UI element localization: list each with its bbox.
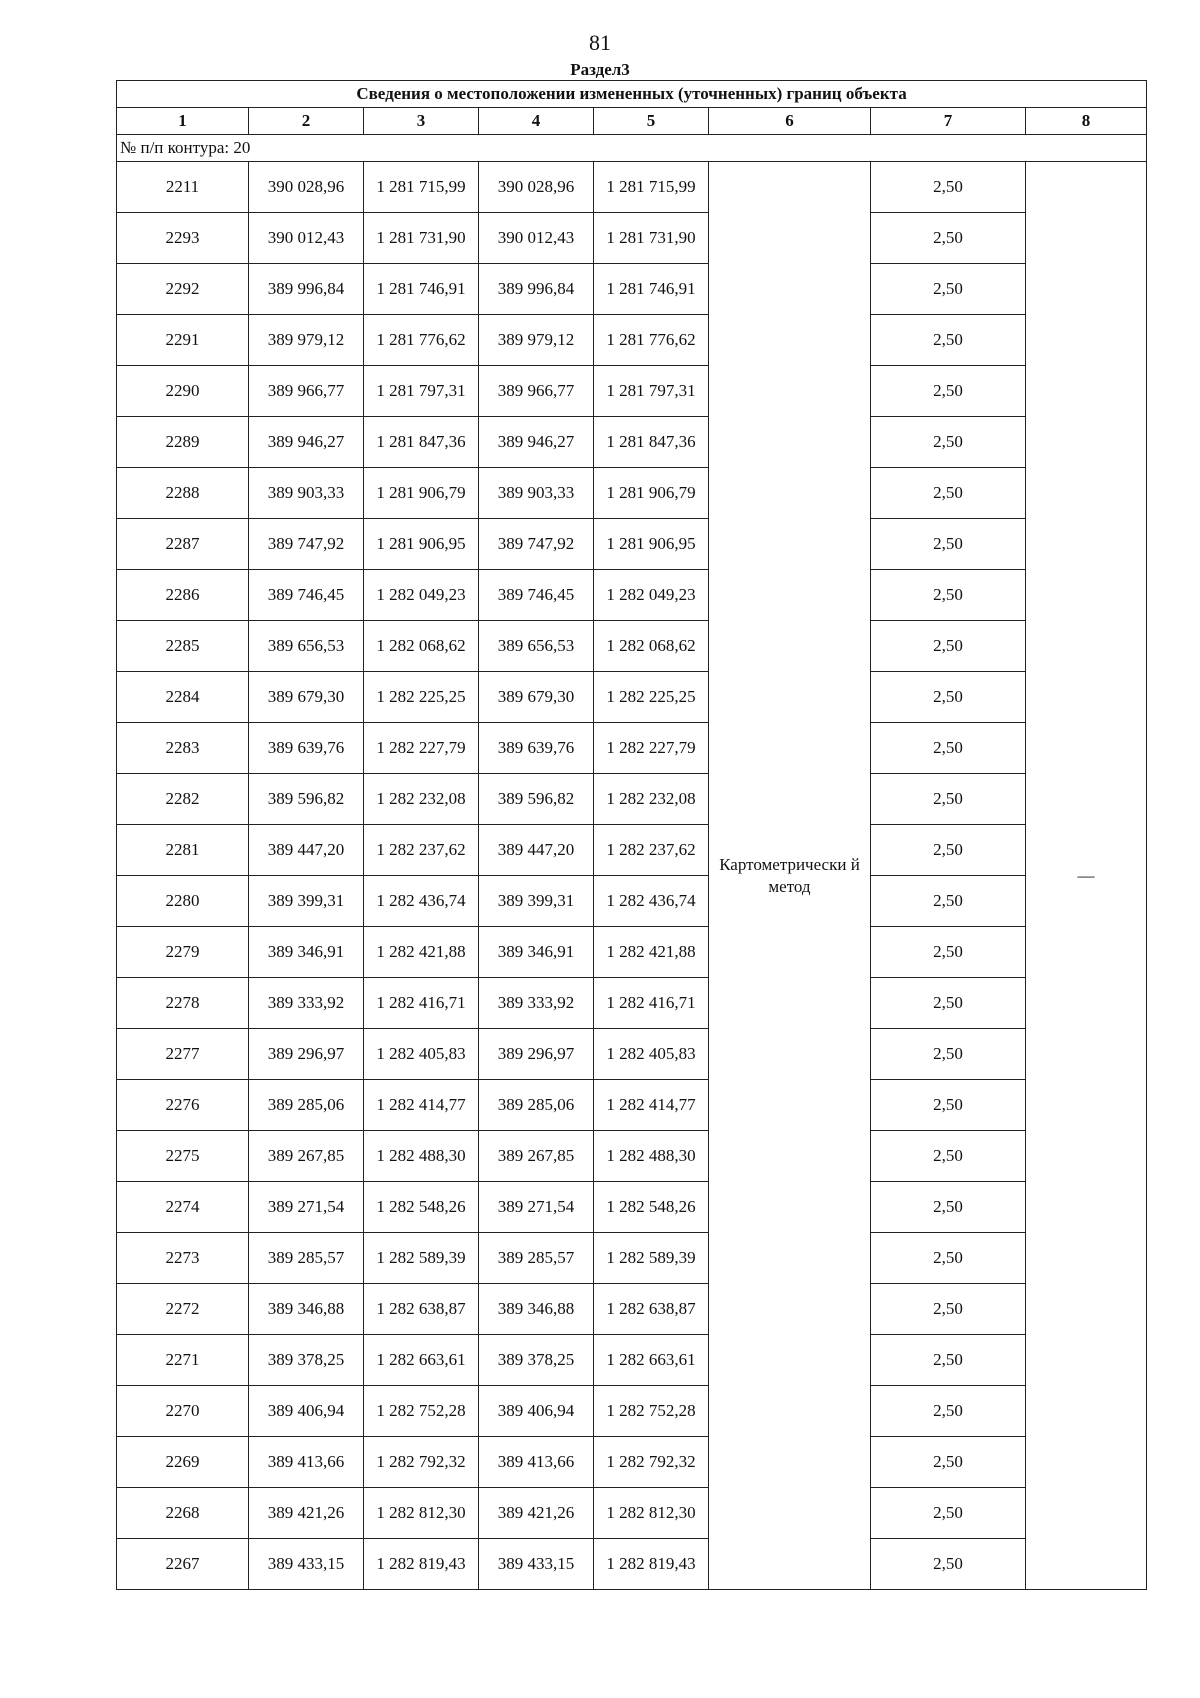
y-coordinate-existing: 1 282 488,30 [364,1131,479,1182]
point-number: 2269 [117,1437,249,1488]
y-coordinate-existing: 1 282 405,83 [364,1029,479,1080]
x-coordinate-existing: 389 966,77 [249,366,364,417]
y-coordinate-refined: 1 282 663,61 [594,1335,709,1386]
point-number: 2289 [117,417,249,468]
x-coordinate-existing: 389 596,82 [249,774,364,825]
x-coordinate-refined: 389 746,45 [479,570,594,621]
accuracy-value: 2,50 [871,315,1026,366]
y-coordinate-existing: 1 282 049,23 [364,570,479,621]
accuracy-value: 2,50 [871,366,1026,417]
x-coordinate-refined: 389 285,06 [479,1080,594,1131]
table-row [117,1539,1147,1590]
y-coordinate-existing: 1 281 731,90 [364,213,479,264]
x-coordinate-existing: 389 399,31 [249,876,364,927]
y-coordinate-refined: 1 281 715,99 [594,162,709,213]
point-number: 2288 [117,468,249,519]
y-coordinate-existing: 1 281 715,99 [364,162,479,213]
x-coordinate-refined: 389 296,97 [479,1029,594,1080]
x-coordinate-existing: 389 296,97 [249,1029,364,1080]
x-coordinate-existing: 389 656,53 [249,621,364,672]
table-row [117,1437,1147,1488]
point-number: 2267 [117,1539,249,1590]
accuracy-value: 2,50 [871,162,1026,213]
point-number: 2272 [117,1284,249,1335]
accuracy-value: 2,50 [871,468,1026,519]
point-number: 2277 [117,1029,249,1080]
accuracy-value: 2,50 [871,876,1026,927]
column-number: 2 [249,108,364,135]
accuracy-value: 2,50 [871,927,1026,978]
accuracy-value: 2,50 [871,1182,1026,1233]
y-coordinate-existing: 1 282 436,74 [364,876,479,927]
x-coordinate-refined: 389 421,26 [479,1488,594,1539]
y-coordinate-existing: 1 282 792,32 [364,1437,479,1488]
contour-label: № п/п контура: 20 [117,135,1147,162]
x-coordinate-existing: 389 285,57 [249,1233,364,1284]
x-coordinate-refined: 390 028,96 [479,162,594,213]
x-coordinate-refined: 389 413,66 [479,1437,594,1488]
y-coordinate-refined: 1 282 068,62 [594,621,709,672]
y-coordinate-existing: 1 281 906,79 [364,468,479,519]
point-number: 2291 [117,315,249,366]
y-coordinate-refined: 1 282 414,77 [594,1080,709,1131]
table-row [117,1029,1147,1080]
x-coordinate-existing: 390 012,43 [249,213,364,264]
point-number: 2276 [117,1080,249,1131]
x-coordinate-refined: 389 406,94 [479,1386,594,1437]
x-coordinate-existing: 389 421,26 [249,1488,364,1539]
x-coordinate-existing: 389 346,88 [249,1284,364,1335]
table-row [117,162,1147,213]
accuracy-value: 2,50 [871,1131,1026,1182]
point-number: 2211 [117,162,249,213]
column-number: 8 [1026,108,1147,135]
x-coordinate-existing: 389 946,27 [249,417,364,468]
x-coordinate-refined: 389 903,33 [479,468,594,519]
y-coordinate-refined: 1 281 731,90 [594,213,709,264]
table-row [117,1284,1147,1335]
point-number: 2283 [117,723,249,774]
section-title: Раздел3 [570,60,630,79]
point-number: 2292 [117,264,249,315]
y-coordinate-refined: 1 282 548,26 [594,1182,709,1233]
accuracy-value: 2,50 [871,774,1026,825]
accuracy-value: 2,50 [871,1386,1026,1437]
table-row [117,1131,1147,1182]
column-number: 5 [594,108,709,135]
x-coordinate-existing: 389 747,92 [249,519,364,570]
column-number-row [117,108,1147,135]
table-row [117,570,1147,621]
point-number: 2271 [117,1335,249,1386]
accuracy-value: 2,50 [871,264,1026,315]
x-coordinate-existing: 389 433,15 [249,1539,364,1590]
table-row [117,825,1147,876]
y-coordinate-refined: 1 282 237,62 [594,825,709,876]
accuracy-value: 2,50 [871,1437,1026,1488]
table-row [117,315,1147,366]
y-coordinate-existing: 1 282 232,08 [364,774,479,825]
y-coordinate-refined: 1 282 436,74 [594,876,709,927]
x-coordinate-existing: 389 639,76 [249,723,364,774]
x-coordinate-refined: 389 346,91 [479,927,594,978]
table-row [117,366,1147,417]
accuracy-value: 2,50 [871,672,1026,723]
x-coordinate-refined: 390 012,43 [479,213,594,264]
x-coordinate-existing: 389 679,30 [249,672,364,723]
point-number: 2281 [117,825,249,876]
x-coordinate-refined: 389 747,92 [479,519,594,570]
column-number: 7 [871,108,1026,135]
column-number: 1 [117,108,249,135]
y-coordinate-refined: 1 282 416,71 [594,978,709,1029]
x-coordinate-refined: 389 267,85 [479,1131,594,1182]
table-row [117,672,1147,723]
x-coordinate-refined: 389 447,20 [479,825,594,876]
point-number: 2286 [117,570,249,621]
table-row [117,978,1147,1029]
y-coordinate-refined: 1 282 819,43 [594,1539,709,1590]
x-coordinate-refined: 389 996,84 [479,264,594,315]
column-number: 3 [364,108,479,135]
method-cell: Картометрически й метод [709,162,871,1590]
column-number: 4 [479,108,594,135]
y-coordinate-refined: 1 281 797,31 [594,366,709,417]
y-coordinate-refined: 1 281 847,36 [594,417,709,468]
y-coordinate-existing: 1 282 589,39 [364,1233,479,1284]
x-coordinate-refined: 389 399,31 [479,876,594,927]
accuracy-value: 2,50 [871,213,1026,264]
x-coordinate-existing: 389 979,12 [249,315,364,366]
table-row [117,1233,1147,1284]
accuracy-value: 2,50 [871,825,1026,876]
column8-cell: — [1026,162,1147,1590]
y-coordinate-existing: 1 281 776,62 [364,315,479,366]
y-coordinate-existing: 1 282 237,62 [364,825,479,876]
table-row [117,723,1147,774]
table-row [117,213,1147,264]
y-coordinate-existing: 1 282 548,26 [364,1182,479,1233]
table-row [117,1080,1147,1131]
point-number: 2280 [117,876,249,927]
point-number: 2278 [117,978,249,1029]
accuracy-value: 2,50 [871,570,1026,621]
y-coordinate-refined: 1 282 812,30 [594,1488,709,1539]
y-coordinate-refined: 1 282 421,88 [594,927,709,978]
x-coordinate-refined: 389 378,25 [479,1335,594,1386]
x-coordinate-refined: 389 271,54 [479,1182,594,1233]
x-coordinate-existing: 389 996,84 [249,264,364,315]
column-number: 6 [709,108,871,135]
table-row [117,468,1147,519]
x-coordinate-existing: 389 903,33 [249,468,364,519]
accuracy-value: 2,50 [871,621,1026,672]
table-row [117,876,1147,927]
point-number: 2274 [117,1182,249,1233]
y-coordinate-existing: 1 281 906,95 [364,519,479,570]
table-row [117,519,1147,570]
point-number: 2273 [117,1233,249,1284]
x-coordinate-existing: 389 346,91 [249,927,364,978]
point-number: 2284 [117,672,249,723]
accuracy-value: 2,50 [871,1335,1026,1386]
x-coordinate-refined: 389 346,88 [479,1284,594,1335]
accuracy-value: 2,50 [871,1539,1026,1590]
y-coordinate-existing: 1 281 746,91 [364,264,479,315]
table-row [117,264,1147,315]
x-coordinate-refined: 389 946,27 [479,417,594,468]
point-number: 2290 [117,366,249,417]
y-coordinate-refined: 1 282 227,79 [594,723,709,774]
x-coordinate-existing: 390 028,96 [249,162,364,213]
y-coordinate-refined: 1 282 488,30 [594,1131,709,1182]
table-row [117,927,1147,978]
x-coordinate-existing: 389 333,92 [249,978,364,1029]
x-coordinate-existing: 389 267,85 [249,1131,364,1182]
point-number: 2268 [117,1488,249,1539]
y-coordinate-refined: 1 282 589,39 [594,1233,709,1284]
y-coordinate-existing: 1 282 068,62 [364,621,479,672]
x-coordinate-existing: 389 285,06 [249,1080,364,1131]
x-coordinate-refined: 389 596,82 [479,774,594,825]
x-coordinate-refined: 389 639,76 [479,723,594,774]
x-coordinate-refined: 389 285,57 [479,1233,594,1284]
point-number: 2287 [117,519,249,570]
y-coordinate-refined: 1 282 405,83 [594,1029,709,1080]
table-row [117,1488,1147,1539]
table-caption: Сведения о местоположении измененных (уточненных) границ объекта [117,81,1147,108]
y-coordinate-existing: 1 282 663,61 [364,1335,479,1386]
table-row [117,1182,1147,1233]
point-number: 2270 [117,1386,249,1437]
x-coordinate-existing: 389 413,66 [249,1437,364,1488]
table-row [117,1335,1147,1386]
y-coordinate-existing: 1 282 638,87 [364,1284,479,1335]
accuracy-value: 2,50 [871,1080,1026,1131]
y-coordinate-existing: 1 282 421,88 [364,927,479,978]
table-row [117,1386,1147,1437]
point-number: 2285 [117,621,249,672]
y-coordinate-refined: 1 281 906,95 [594,519,709,570]
y-coordinate-refined: 1 281 776,62 [594,315,709,366]
accuracy-value: 2,50 [871,1029,1026,1080]
y-coordinate-existing: 1 282 819,43 [364,1539,479,1590]
accuracy-value: 2,50 [871,519,1026,570]
y-coordinate-refined: 1 282 049,23 [594,570,709,621]
y-coordinate-existing: 1 282 225,25 [364,672,479,723]
table-row [117,417,1147,468]
y-coordinate-existing: 1 281 847,36 [364,417,479,468]
y-coordinate-refined: 1 282 638,87 [594,1284,709,1335]
point-number: 2275 [117,1131,249,1182]
y-coordinate-existing: 1 282 227,79 [364,723,479,774]
table-row [117,621,1147,672]
y-coordinate-refined: 1 282 232,08 [594,774,709,825]
x-coordinate-refined: 389 979,12 [479,315,594,366]
point-number: 2282 [117,774,249,825]
x-coordinate-refined: 389 966,77 [479,366,594,417]
y-coordinate-refined: 1 282 792,32 [594,1437,709,1488]
y-coordinate-existing: 1 281 797,31 [364,366,479,417]
x-coordinate-existing: 389 406,94 [249,1386,364,1437]
y-coordinate-refined: 1 281 746,91 [594,264,709,315]
y-coordinate-existing: 1 282 416,71 [364,978,479,1029]
accuracy-value: 2,50 [871,1488,1026,1539]
table-row [117,774,1147,825]
x-coordinate-existing: 389 746,45 [249,570,364,621]
accuracy-value: 2,50 [871,417,1026,468]
y-coordinate-existing: 1 282 414,77 [364,1080,479,1131]
y-coordinate-refined: 1 282 752,28 [594,1386,709,1437]
accuracy-value: 2,50 [871,978,1026,1029]
x-coordinate-refined: 389 656,53 [479,621,594,672]
accuracy-value: 2,50 [871,1233,1026,1284]
x-coordinate-refined: 389 333,92 [479,978,594,1029]
x-coordinate-existing: 389 271,54 [249,1182,364,1233]
accuracy-value: 2,50 [871,723,1026,774]
page-number: 81 [589,30,611,55]
x-coordinate-refined: 389 433,15 [479,1539,594,1590]
point-number: 2279 [117,927,249,978]
accuracy-value: 2,50 [871,1284,1026,1335]
coordinates-table [116,80,1147,1590]
y-coordinate-existing: 1 282 752,28 [364,1386,479,1437]
y-coordinate-refined: 1 281 906,79 [594,468,709,519]
x-coordinate-refined: 389 679,30 [479,672,594,723]
x-coordinate-existing: 389 378,25 [249,1335,364,1386]
y-coordinate-existing: 1 282 812,30 [364,1488,479,1539]
y-coordinate-refined: 1 282 225,25 [594,672,709,723]
x-coordinate-existing: 389 447,20 [249,825,364,876]
point-number: 2293 [117,213,249,264]
